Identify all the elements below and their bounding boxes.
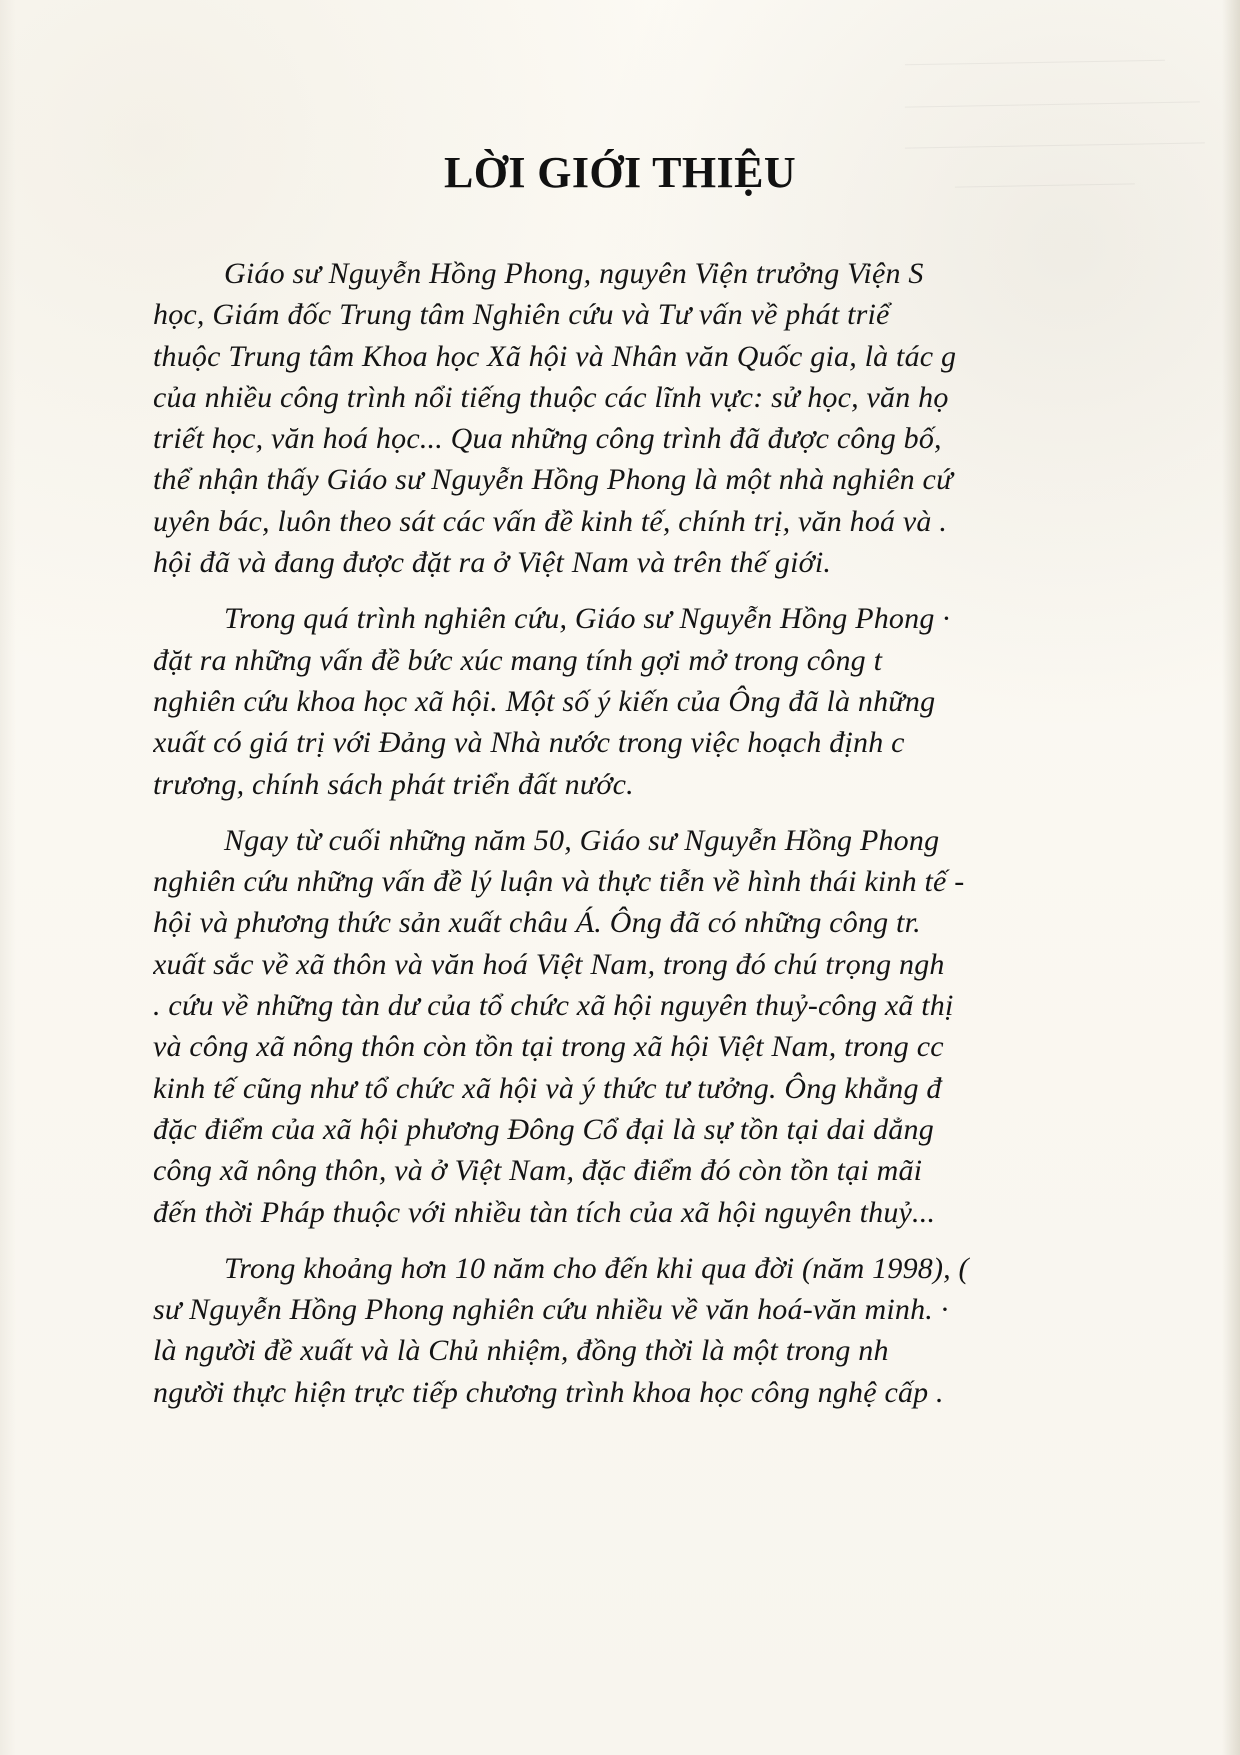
document-body	[153, 253, 1211, 1593]
faint-bleed-through-line	[905, 101, 1200, 119]
text-line: xuất có giá trị với Đảng và Nhà nước trong việc hoạch định c	[153, 726, 905, 760]
text-line: đặc điểm của xã hội phương Đông Cổ đại là sự tồn tại dai dẳng	[153, 1112, 934, 1146]
text-line: nghiên cứu khoa học xã hội. Một số ý kiến của Ông đã là những	[153, 684, 936, 718]
text-line: hội đã và đang được đặt ra ở Việt Nam và trên thế giới.	[153, 546, 832, 580]
text-line: thể nhận thấy Giáo sư Nguyễn Hồng Phong là một nhà nghiên cứ	[153, 463, 953, 497]
text-line: . cứu về những tàn dư của tổ chức xã hội nguyên thuỷ-công xã thị	[153, 989, 954, 1023]
text-line: Giáo sư Nguyễn Hồng Phong, nguyên Viện trưởng Viện S	[224, 257, 924, 290]
text-line: người thực hiện trực tiếp chương trình khoa học công nghệ cấp .	[153, 1375, 944, 1409]
paragraph-3	[153, 820, 1211, 1233]
text-line: Ngay từ cuối những năm 50, Giáo sư Nguyễn Hồng Phong	[224, 823, 940, 857]
text-line: nghiên cứu những vấn đề lý luận và thực tiễn về hình thái kinh tế -	[153, 865, 965, 899]
text-line: đến thời Pháp thuộc với nhiều tàn tích của xã hội nguyên thuỷ...	[153, 1195, 936, 1229]
page-right-shadow	[1222, 0, 1240, 1755]
paragraph-2	[153, 598, 1211, 804]
text-line: học, Giám đốc Trung tâm Nghiên cứu và Tư vấn về phát triể	[153, 298, 890, 332]
text-line: và công xã nông thôn còn tồn tại trong xã hội Việt Nam, trong cc	[153, 1030, 944, 1064]
text-line: triết học, văn hoá học... Qua những công trình đã được công bố,	[153, 422, 942, 456]
text-line: Trong khoảng hơn 10 năm cho đến khi qua đời (năm 1998), (	[224, 1251, 969, 1285]
faint-bleed-through-line	[905, 60, 1165, 78]
text-line: xuất sắc về xã thôn và văn hoá Việt Nam, trong đó chú trọng ngh	[153, 947, 945, 981]
page-title: LỜI GIỚI THIỆU	[443, 148, 796, 197]
paragraph-4	[153, 1248, 1211, 1413]
page-left-shade	[0, 0, 16, 1755]
text-line: đặt ra những vấn đề bức xúc mang tính gợi mở trong công t	[153, 643, 883, 677]
paragraph-1	[153, 253, 1211, 583]
text-line: kinh tế cũng như tổ chức xã hội và ý thức tư tưởng. Ông khẳng đ	[153, 1071, 942, 1105]
text-line: là người đề xuất và là Chủ nhiệm, đồng thời là một trong nh	[153, 1334, 889, 1368]
text-line: thuộc Trung tâm Khoa học Xã hội và Nhân văn Quốc gia, là tác g	[153, 339, 957, 373]
text-line: uyên bác, luôn theo sát các vấn đề kinh tế, chính trị, văn hoá và .	[153, 504, 948, 538]
text-line: Trong quá trình nghiên cứu, Giáo sư Nguyễn Hồng Phong ·	[224, 602, 950, 636]
text-line: trương, chính sách phát triển đất nước.	[153, 767, 634, 801]
text-line: công xã nông thôn, và ở Việt Nam, đặc điểm đó còn tồn tại mãi	[153, 1154, 923, 1188]
text-line: sư Nguyễn Hồng Phong nghiên cứu nhiều về văn hoá-văn minh. ·	[153, 1293, 949, 1327]
text-line: hội và phương thức sản xuất châu Á. Ông đã có những công tr.	[153, 906, 921, 940]
text-line: của nhiều công trình nổi tiếng thuộc các lĩnh vực: sử học, văn họ	[153, 380, 949, 414]
